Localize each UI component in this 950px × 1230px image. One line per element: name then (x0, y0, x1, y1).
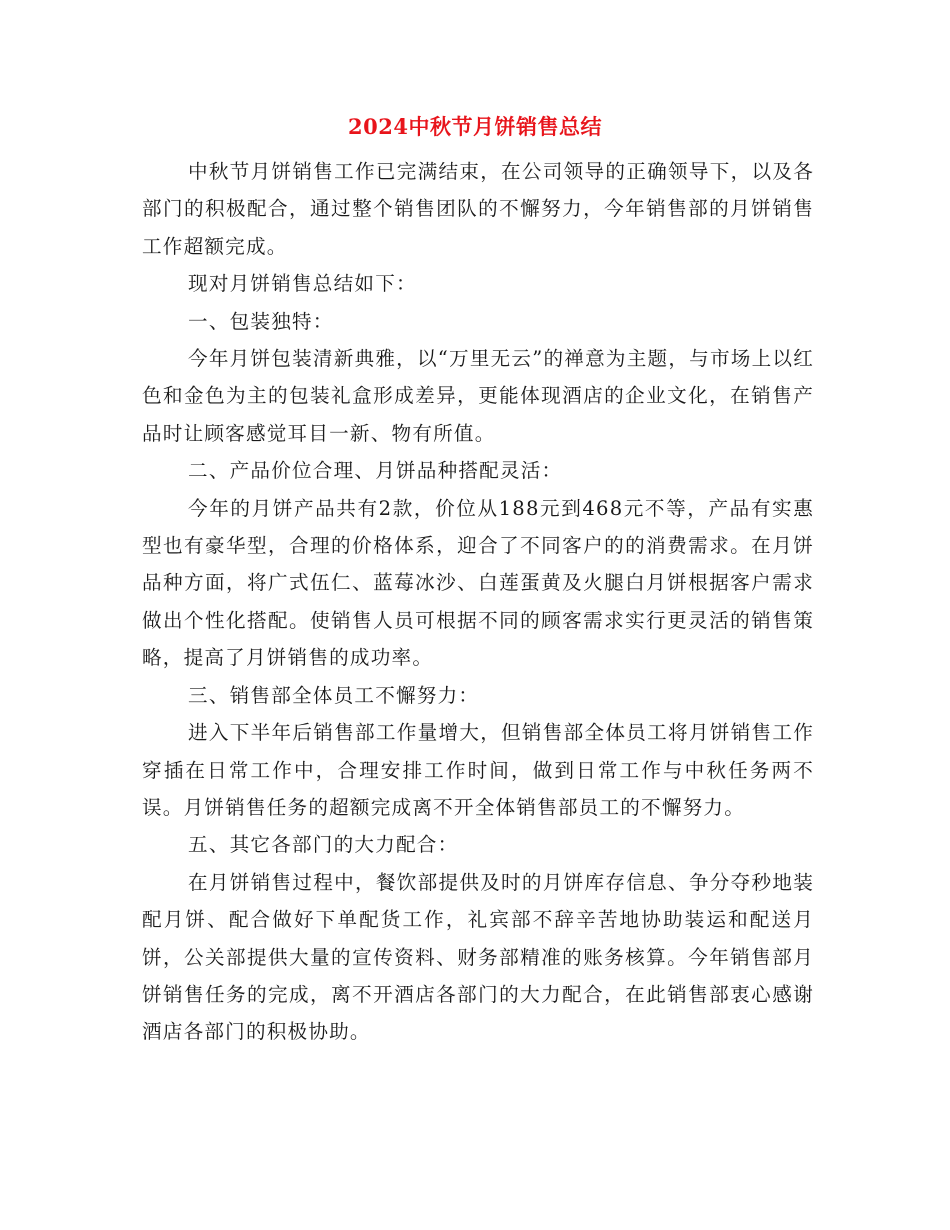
paragraph-cooperation: 在月饼销售过程中，餐饮部提供及时的月饼库存信息、争分夺秒地装配月饼、配合做好下单配货工作，礼宾部不辞辛苦地协助装运和配送月饼，公关部提供大量的宣传资料、财务部精准的账务核算。今年销售部月饼销售任务的完成，离不开酒店各部门的大力配合，在此销售部衷心感谢酒店各部门的积极协助。 (142, 870, 814, 1044)
paragraph-packaging: 今年月饼包装清新典雅，以“万里无云”的禅意为主题，与市场上以红色和金色为主的包装礼盒形成差异，更能体现酒店的企业文化，在销售产品时让顾客感觉耳目一新、物有所值。 (142, 347, 814, 445)
paragraph-staff: 进入下半年后销售部工作量增大，但销售部全体员工将月饼销售工作穿插在日常工作中，合理安排工作时间，做到日常工作与中秋任务两不误。月饼销售任务的超额完成离不开全体销售部员工的不懈努力。 (142, 721, 814, 819)
document-body (142, 153, 814, 1051)
paragraph-summary-lead: 现对月饼销售总结如下： (188, 272, 417, 296)
section-heading-pricing: 二、产品价位合理、月饼品种搭配灵活： (188, 459, 563, 483)
paragraph-intro: 中秋节月饼销售工作已完满结束，在公司领导的正确领导下，以及各部门的积极配合，通过整个销售团队的不懈努力，今年销售部的月饼销售工作超额完成。 (142, 160, 814, 258)
document-title: 2024中秋节月饼销售总结 (348, 114, 602, 139)
section-heading-cooperation: 五、其它各部门的大力配合： (188, 833, 459, 857)
section-heading-staff: 三、销售部全体员工不懈努力： (188, 683, 480, 707)
section-heading-packaging: 一、包装独特： (188, 309, 334, 333)
paragraph-pricing: 今年的月饼产品共有2款，价位从188元到468元不等，产品有实惠型也有豪华型，合理的价格体系，迎合了不同客户的的消费需求。在月饼品种方面，将广式伍仁、蓝莓冰沙、白莲蛋黄及火腿白月饼根据客户需求做出个性化搭配。使销售人员可根据不同的顾客需求实行更灵活的销售策略，提高了月饼销售的成功率。 (142, 496, 814, 670)
